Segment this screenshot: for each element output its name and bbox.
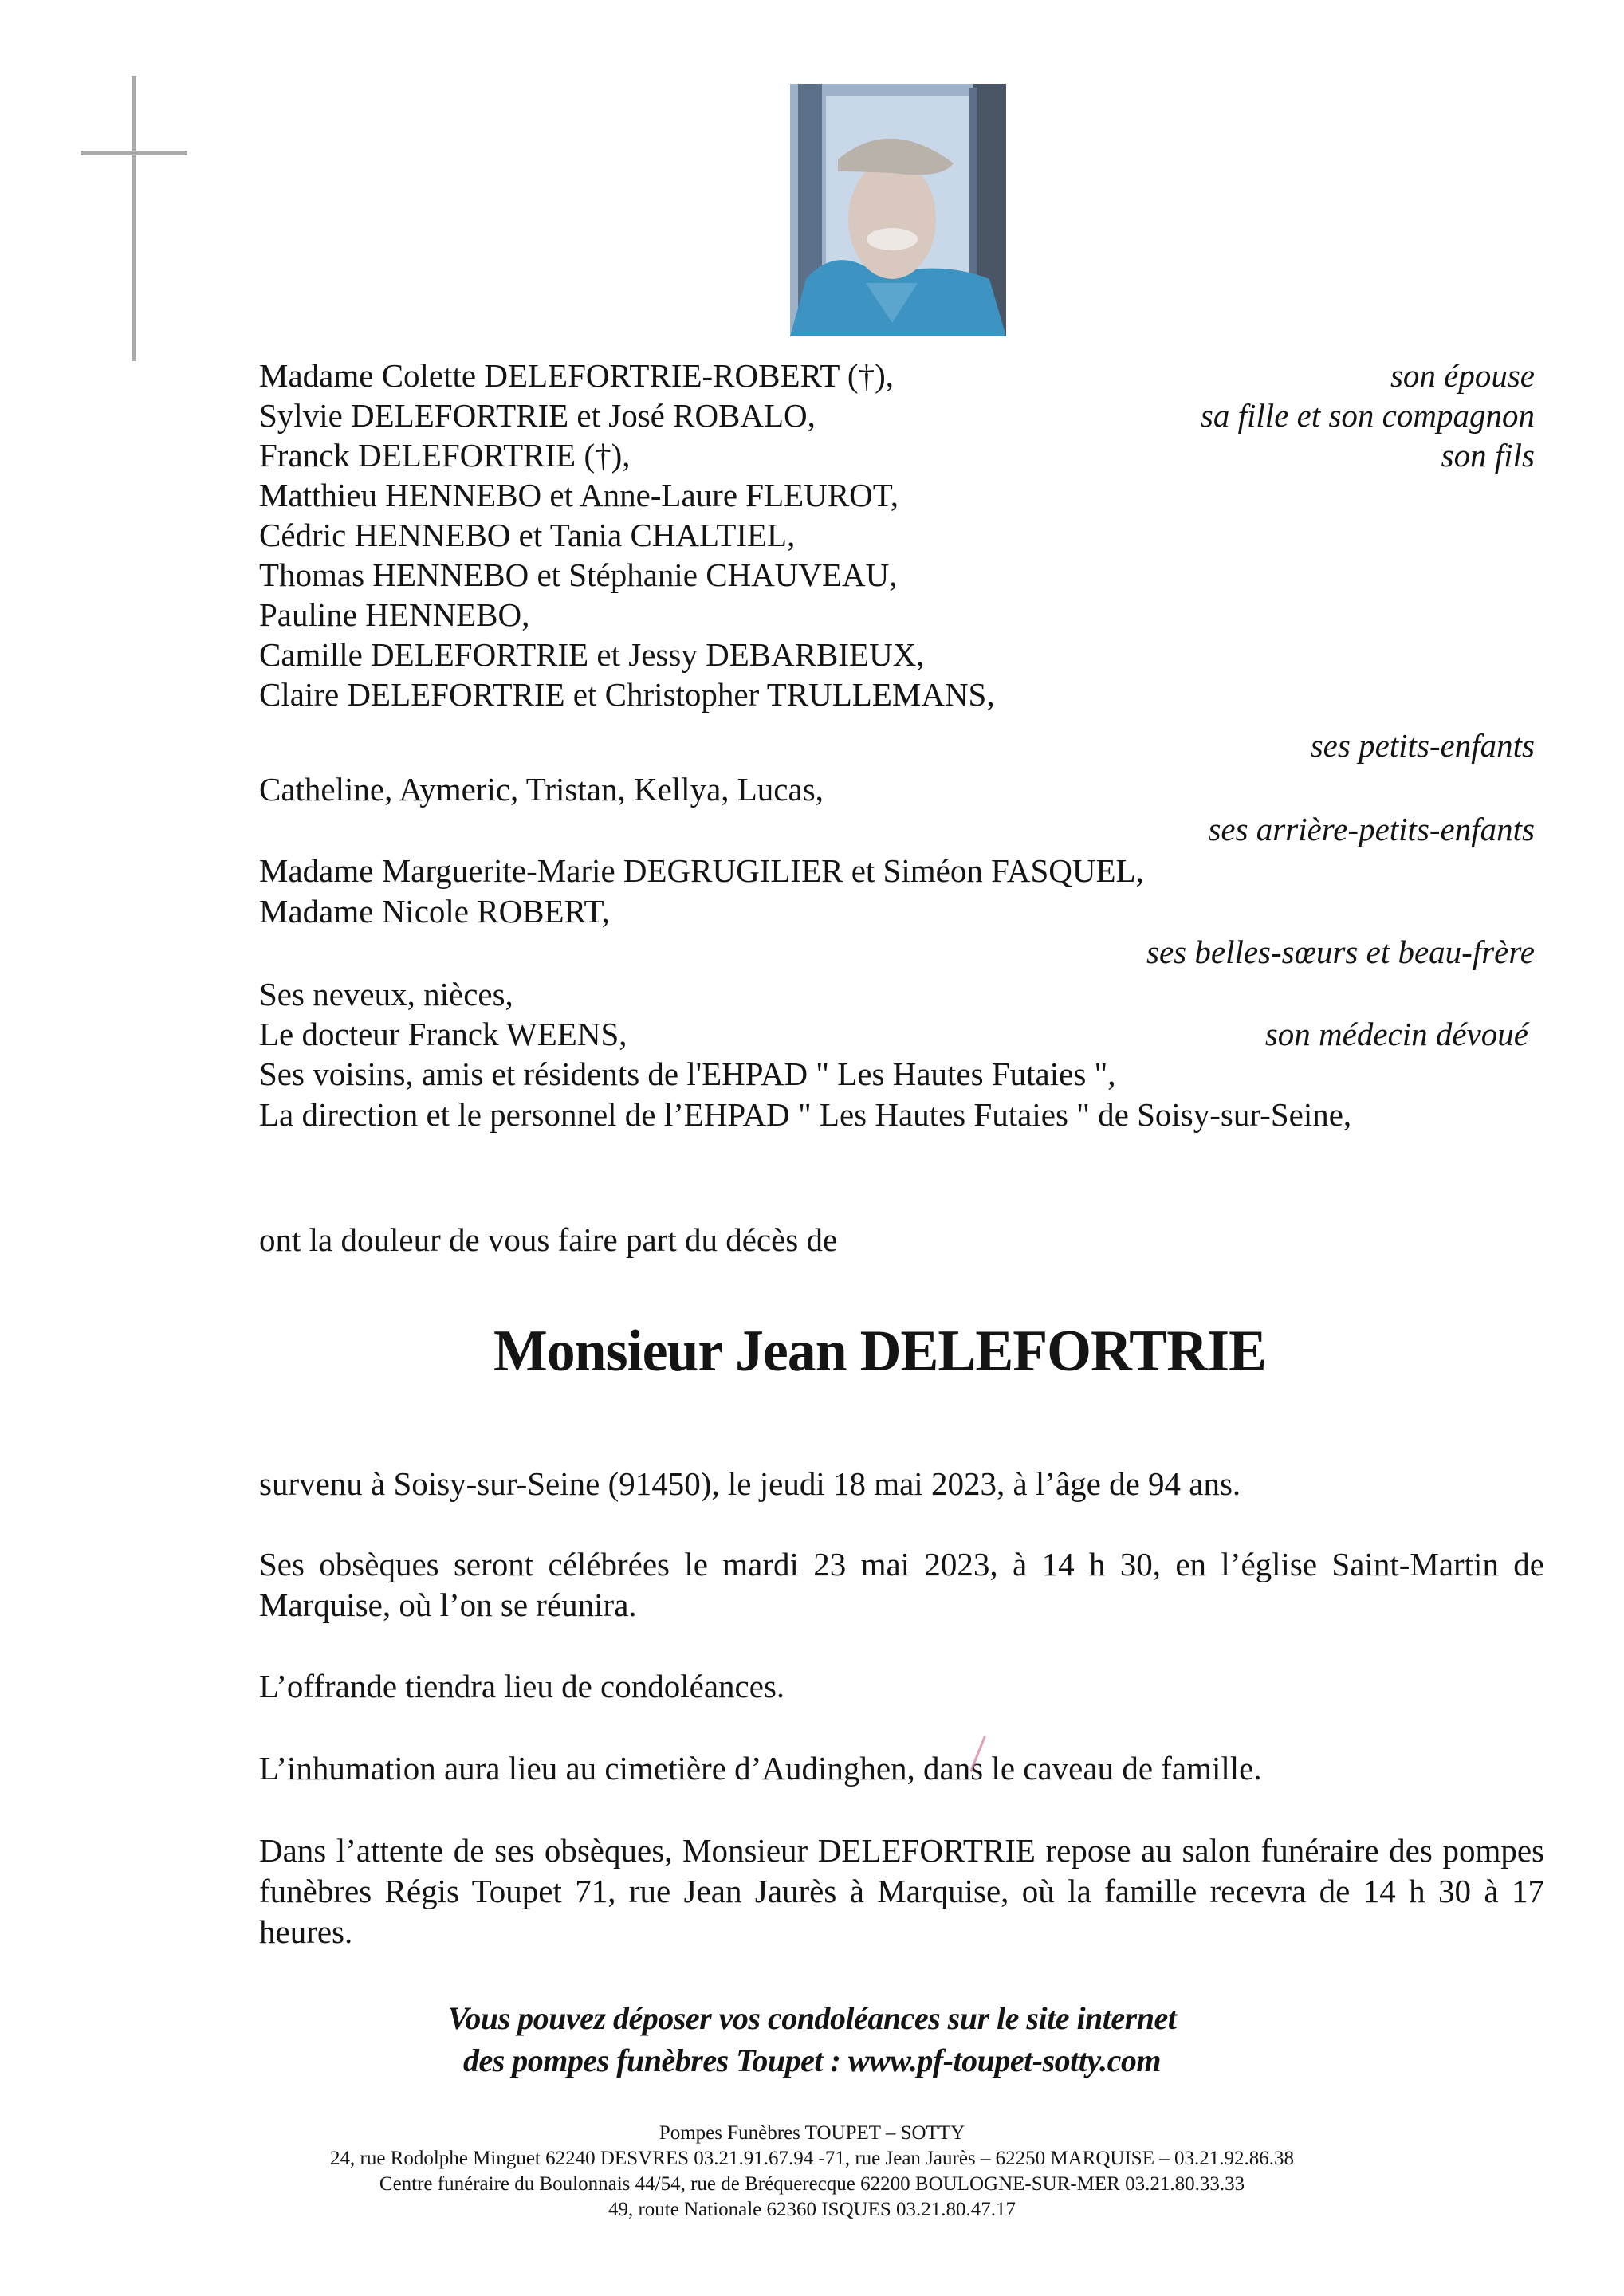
viewing-details: Dans l’attente de ses obsèques, Monsieur DELEFORTRIE repose au salon funéraire des pompes funèbres Régis Toupet 71, rue Jean Jaurès à Marquise, où la famille recevra de 14 h 30 à 17 heures. [259,1832,1544,1950]
family-line: Cédric HENNEBO et Tania CHALTIEL, [259,517,796,553]
family-line: Matthieu HENNEBO et Anne-Laure FLEUROT, [259,477,899,513]
footer-address: Centre funéraire du Boulonnais 44/54, rue de Bréquerecque 62200 BOULOGNE-SUR-MER 03.21.80.33.33 [379,2173,1245,2195]
other-line: Ses voisins, amis et résidents de l'EHPAD " Les Hautes Futaies ", [259,1056,1116,1092]
relation-label-in-laws: ses belles-sœurs et beau-frère [1146,934,1535,970]
offering-note: L’offrande tiendra lieu de condoléances. [259,1668,785,1704]
family-line: Sylvie DELEFORTRIE et José ROBALO, [259,397,816,434]
in-law-line: Madame Nicole ROBERT, [259,893,610,930]
family-line: Franck DELEFORTRIE (†), [259,437,631,474]
family-line: Camille DELEFORTRIE et Jessy DEBARBIEUX, [259,636,925,673]
condolences-line: Vous pouvez déposer vos condoléances sur le site internet [447,2000,1177,2036]
condolences-website-line[interactable]: des pompes funèbres Toupet : www.pf-toupet-sotty.com [462,2042,1162,2078]
family-line: Claire DELEFORTRIE et Christopher TRULLEMANS, [259,676,995,713]
funeral-details: Ses obsèques seront célébrées le mardi 23 mai 2023, à 14 h 30, en l’église Saint-Martin de Marquise, où l’on se réunira. [259,1546,1544,1623]
relation-label: son épouse [1390,357,1535,394]
footer-address: 49, route Nationale 62360 ISQUES 03.21.80.47.17 [608,2199,1016,2220]
footer-address: 24, rue Rodolphe Minguet 62240 DESVRES 03.21.91.67.94 -71, rue Jean Jaurès – 62250 MARQUISE – 03.21.92.86.38 [330,2148,1294,2169]
death-details: survenu à Soisy-sur-Seine (91450), le jeudi 18 mai 2023, à l’âge de 94 ans. [259,1465,1241,1502]
other-line: La direction et le personnel de l’EHPAD " Les Hautes Futaies " de Soisy-sur-Seine, [259,1096,1352,1133]
burial-details: L’inhumation aura lieu au cimetière d’Audinghen, dans le caveau de famille. [259,1750,1262,1787]
cross-horizontal-bar [81,151,187,155]
in-law-line: Madame Marguerite-Marie DEGRUGILIER et Siméon FASQUEL, [259,852,1144,889]
other-line: Ses neveux, nièces, [259,976,513,1012]
other-line: Le docteur Franck WEENS, [259,1016,627,1052]
family-line: Thomas HENNEBO et Stéphanie CHAUVEAU, [259,556,898,593]
relation-label: son fils [1441,437,1535,474]
relation-label-doctor: son médecin dévoué [1264,1016,1528,1052]
deceased-name: Monsieur Jean DELEFORTRIE [493,1319,1266,1384]
portrait-photo [790,84,1006,336]
cross-vertical-bar [132,76,136,361]
deceased-name-heading [0,1315,1624,1387]
family-line: Pauline HENNEBO, [259,596,530,633]
relation-label-great-grandchildren: ses arrière-petits-enfants [1208,811,1535,847]
great-grandchildren-line: Catheline, Aymeric, Tristan, Kellya, Lucas, [259,771,824,808]
announcement-text: ont la douleur de vous faire part du décès de [259,1221,838,1258]
relation-label-grandchildren: ses petits-enfants [1310,727,1535,764]
relation-label: sa fille et son compagnon [1200,397,1535,434]
portrait-image [790,84,1006,336]
footer-company: Pompes Funèbres TOUPET – SOTTY [659,2122,965,2144]
family-line: Madame Colette DELEFORTRIE-ROBERT (†), [259,357,894,394]
